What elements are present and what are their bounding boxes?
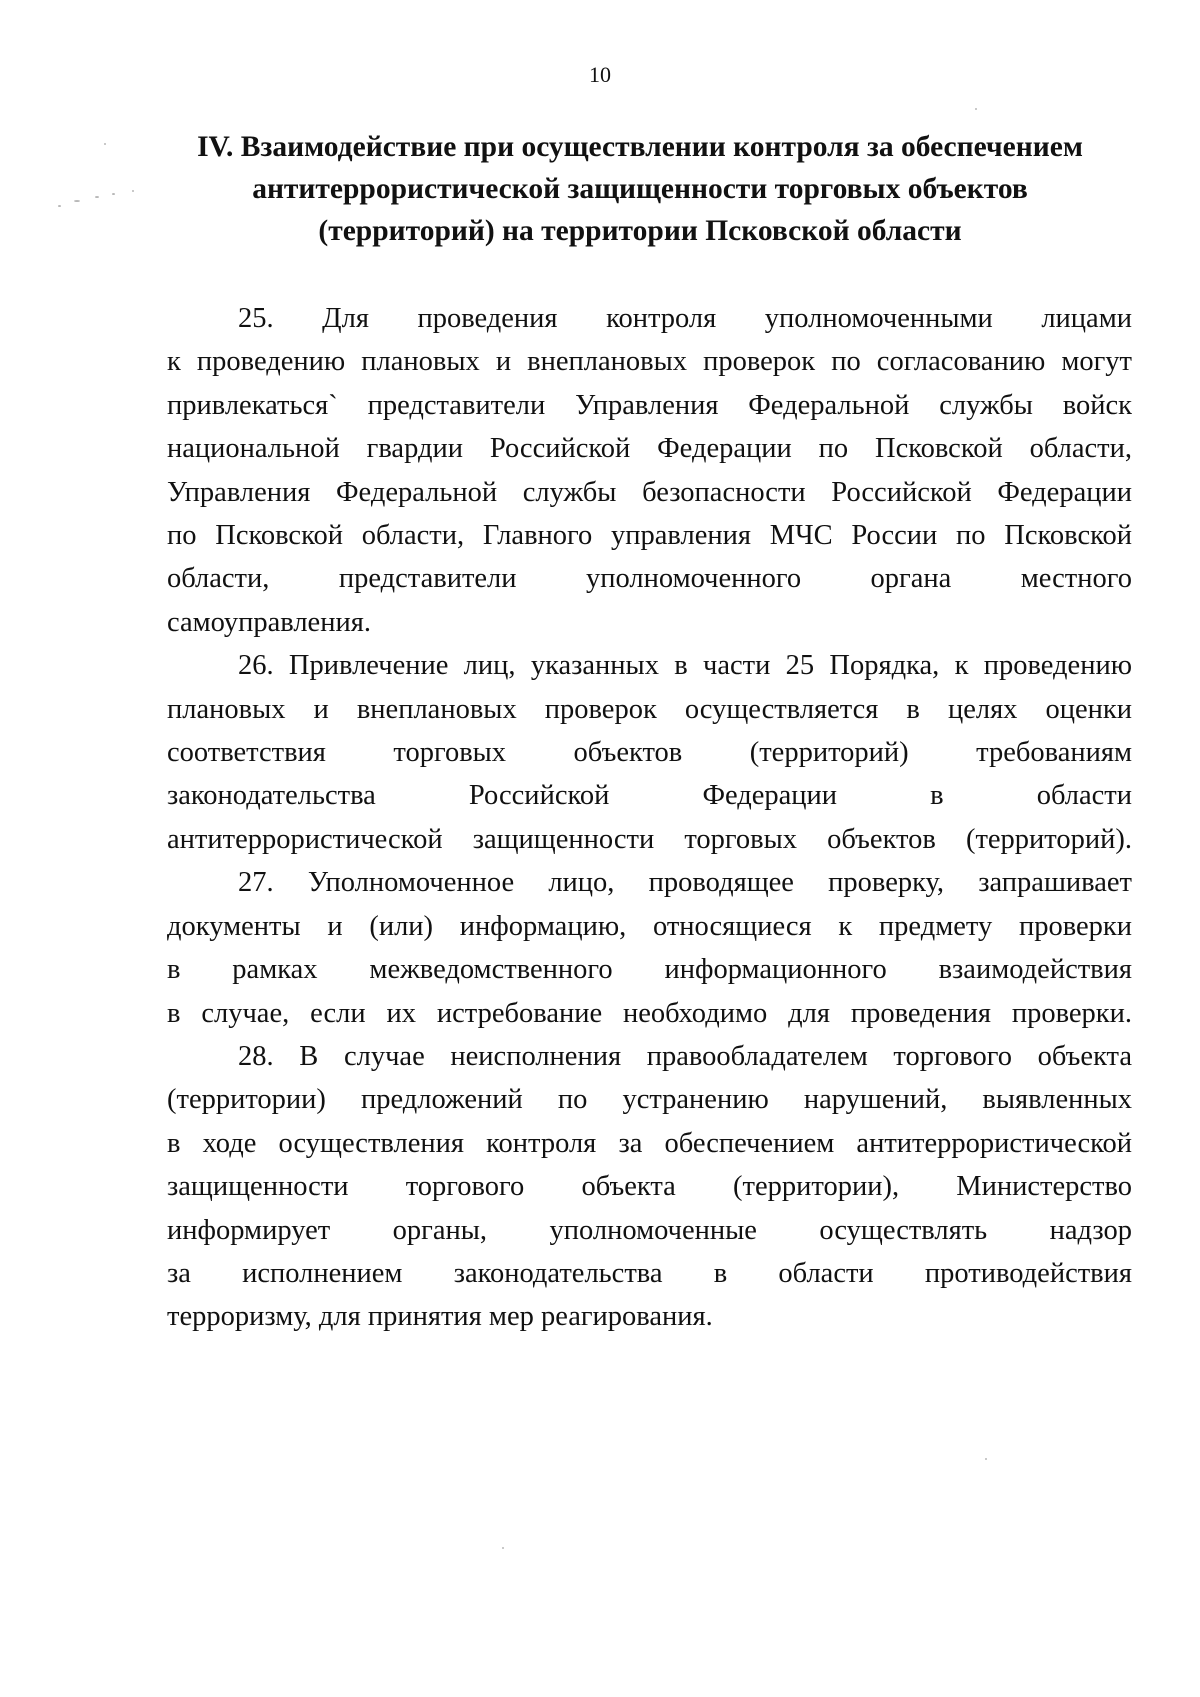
text-line: области, представители уполномоченного органа местного — [167, 563, 1132, 595]
text-line: национальной гвардии Российской Федерации по Псковской области, — [167, 433, 1132, 465]
text-line: 27. Уполномоченное лицо, проводящее проверку, запрашивает — [238, 867, 1132, 899]
text-line: в ходе осуществления контроля за обеспечением антитеррористической — [167, 1127, 1132, 1159]
text-line: информирует органы, уполномоченные осуществлять надзор — [167, 1214, 1132, 1246]
paragraph-25 — [167, 297, 1132, 644]
scan-speck — [985, 1458, 987, 1460]
text-line: 28. В случае неисполнения правообладателем торгового объекта — [238, 1040, 1132, 1072]
text-line: 26. Привлечение лиц, указанных в части 25 Порядка, к проведению — [238, 650, 1132, 682]
scan-speck — [95, 196, 99, 198]
text-line: в случае, если их истребование необходимо для проведения проверки. — [167, 997, 1132, 1029]
text-line: самоуправления. — [167, 606, 371, 638]
text-line: плановых и внеплановых проверок осуществляется в целях оценки — [167, 693, 1132, 725]
paragraph-28 — [167, 1035, 1132, 1339]
scan-speck — [58, 205, 61, 207]
text-line: (территории) предложений по устранению нарушений, выявленных — [167, 1084, 1132, 1116]
scan-speck — [975, 108, 977, 110]
text-line: документы и (или) информацию, относящиеся к предмету проверки — [167, 910, 1132, 942]
text-line: в рамках межведомственного информационного взаимодействия — [167, 954, 1132, 986]
text-line: по Псковской области, Главного управления МЧС России по Псковской — [167, 520, 1132, 552]
scan-speck — [112, 193, 115, 195]
text-line: антитеррористической защищенности торговых объектов (территорий). — [167, 823, 1132, 855]
section-heading-line: антитеррористической защищенности торговых объектов — [252, 173, 1028, 205]
scan-speck — [502, 1547, 504, 1549]
scan-speck — [104, 143, 106, 145]
text-line: законодательства Российской Федерации в области — [167, 780, 1132, 812]
document-body — [167, 297, 1132, 1339]
text-line: защищенности торгового объекта (территории), Министерство — [167, 1171, 1132, 1203]
text-line: привлекаться` представители Управления Федеральной службы войск — [167, 389, 1132, 421]
scan-speck — [132, 190, 134, 192]
paragraph-26 — [167, 644, 1132, 861]
page-number: 10 — [589, 62, 611, 87]
section-heading — [170, 126, 1110, 252]
section-heading-line: (территорий) на территории Псковской области — [318, 215, 962, 247]
paragraph-27 — [167, 861, 1132, 1035]
text-line: терроризму, для принятия мер реагирования. — [167, 1301, 713, 1333]
text-line: Управления Федеральной службы безопасности Российской Федерации — [167, 476, 1132, 508]
text-line: 25. Для проведения контроля уполномоченными лицами — [238, 303, 1132, 334]
text-line: соответствия торговых объектов (территорий) требованиям — [167, 737, 1132, 769]
scan-speck — [74, 200, 80, 202]
text-line: к проведению плановых и внеплановых проверок по согласованию могут — [167, 346, 1132, 378]
text-line: за исполнением законодательства в области противодействия — [167, 1257, 1132, 1289]
section-heading-line: IV. Взаимодействие при осуществлении контроля за обеспечением — [197, 131, 1083, 163]
